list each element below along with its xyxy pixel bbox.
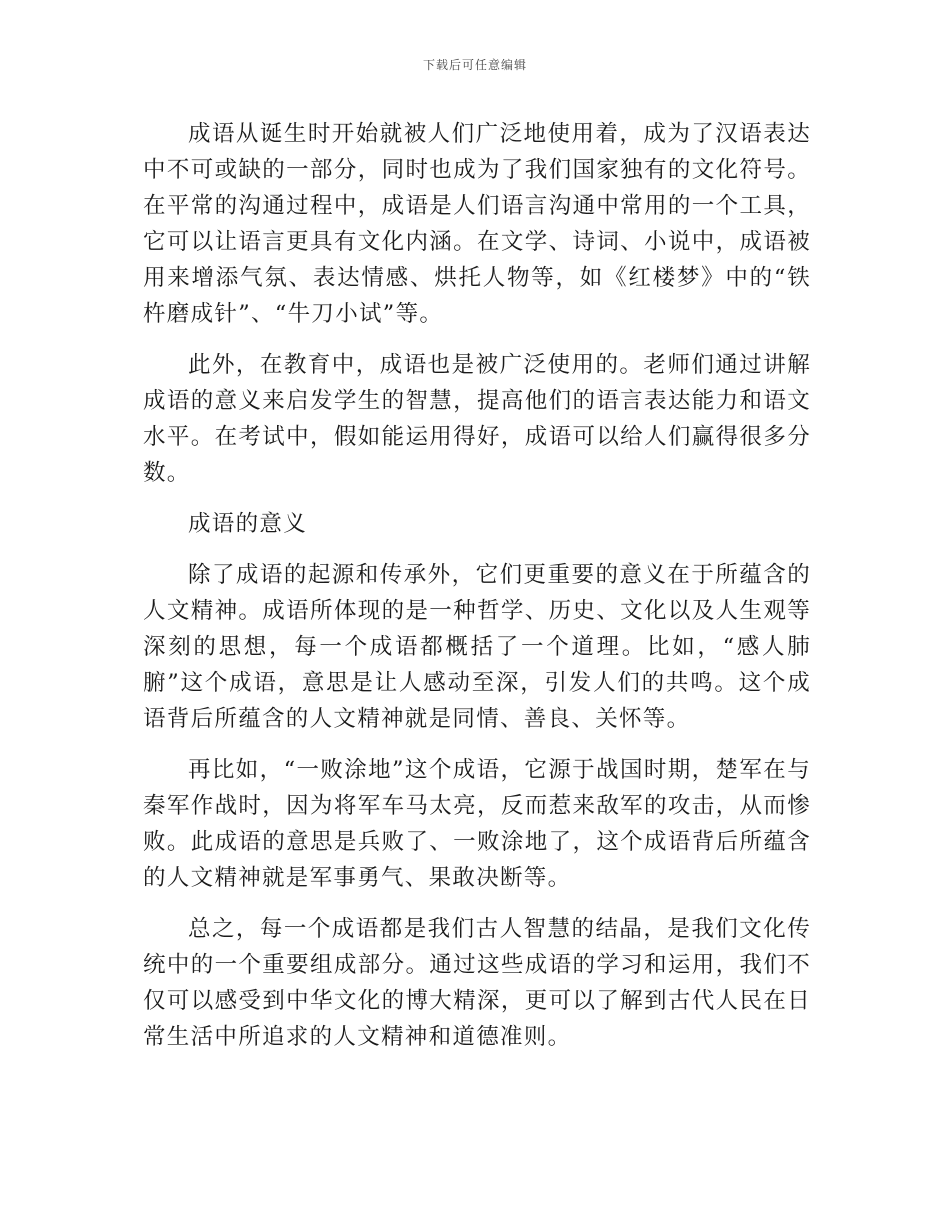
body-paragraph: 此外，在教育中，成语也是被广泛使用的。老师们通过讲解成语的意义来启发学生的智慧，提高他们的语言表达能力和语文水平。在考试中，假如能运用得好，成语可以给人们赢得很多分数。	[143, 352, 811, 486]
page-header: 下载后可任意编辑	[422, 58, 527, 72]
document-body	[143, 116, 811, 1070]
body-paragraph: 再比如，“一败涂地”这个成语，它源于战国时期，楚军在与秦军作战时，因为将军车马太亮，反而惹来敌军的攻击，从而惨败。此成语的意思是兵败了、一败涂地了，这个成语背后所蕴含的人文精神就是军事勇气、果敢决断等。	[143, 757, 811, 891]
section-heading: 成语的意义	[188, 511, 308, 537]
body-paragraph: 总之，每一个成语都是我们古人智慧的结晶，是我们文化传统中的一个重要组成部分。通过这些成语的学习和运用，我们不仅可以感受到中华文化的博大精深，更可以了解到古代人民在日常生活中所追求的人文精神和道德准则。	[143, 916, 811, 1050]
body-paragraph: 除了成语的起源和传承外，它们更重要的意义在于所蕴含的人文精神。成语所体现的是一种哲学、历史、文化以及人生观等深刻的思想，每一个成语都概括了一个道理。比如，“感人肺腑”这个成语，意思是让人感动至深，引发人们的共鸣。这个成语背后所蕴含的人文精神就是同情、善良、关怀等。	[143, 562, 811, 732]
body-paragraph: 成语从诞生时开始就被人们广泛地使用着，成为了汉语表达中不可或缺的一部分，同时也成为了我们国家独有的文化符号。在平常的沟通过程中，成语是人们语言沟通中常用的一个工具，它可以让语言更具有文化内涵。在文学、诗词、小说中，成语被用来增添气氛、表达情感、烘托人物等，如《红楼梦》中的“铁杵磨成针”、“牛刀小试”等。	[143, 121, 811, 327]
